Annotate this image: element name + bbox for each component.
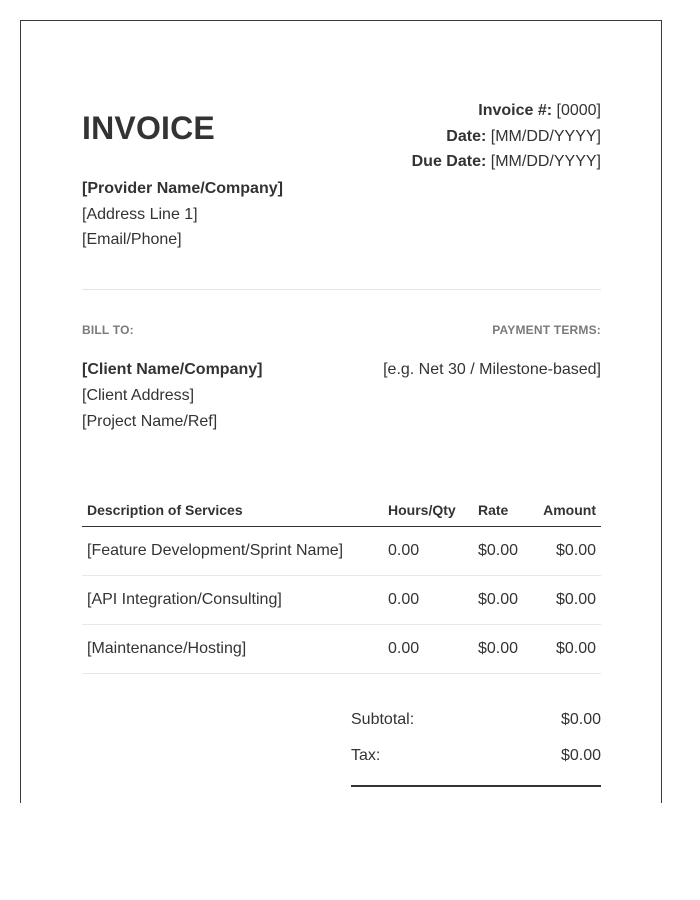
service-amount: $0.00 xyxy=(537,527,601,576)
invoice-page xyxy=(20,20,662,803)
invoice-meta xyxy=(412,98,601,175)
services-table xyxy=(82,494,601,674)
provider-contact: [Email/Phone] xyxy=(82,231,182,248)
header-divider xyxy=(82,289,601,290)
tax-row xyxy=(351,746,601,766)
invoice-number-label: Invoice #: xyxy=(478,102,553,119)
due-date-label: Due Date: xyxy=(411,153,487,170)
provider-name: [Provider Name/Company] xyxy=(82,180,283,197)
table-row xyxy=(82,625,601,674)
project-reference: [Project Name/Ref] xyxy=(82,413,218,430)
service-rate: $0.00 xyxy=(473,625,537,674)
service-amount: $0.00 xyxy=(537,576,601,625)
column-header-rate: Rate xyxy=(473,494,537,527)
invoice-date-label: Date: xyxy=(446,127,487,145)
table-row xyxy=(82,527,601,576)
service-hours: 0.00 xyxy=(383,527,473,576)
service-amount: $0.00 xyxy=(537,625,601,674)
service-hours: 0.00 xyxy=(383,625,473,674)
subtotal-label: Subtotal: xyxy=(351,711,415,728)
service-description: [Maintenance/Hosting] xyxy=(82,625,383,674)
client-address: [Client Address] xyxy=(82,387,195,404)
tax-label: Tax: xyxy=(351,747,381,764)
subtotal-row xyxy=(351,710,601,730)
service-rate: $0.00 xyxy=(473,527,537,576)
bill-to-label: BILL TO: xyxy=(82,323,134,337)
provider-address: [Address Line 1] xyxy=(82,205,198,223)
subtotal-value: $0.00 xyxy=(560,711,601,728)
service-hours: 0.00 xyxy=(383,576,473,625)
totals-divider xyxy=(351,785,601,787)
tax-value: $0.00 xyxy=(560,747,601,764)
invoice-date-value: [MM/DD/YYYY] xyxy=(490,127,601,145)
column-header-description: Description of Services xyxy=(82,494,383,527)
service-description: [Feature Development/Sprint Name] xyxy=(82,527,383,576)
payment-terms-label: PAYMENT TERMS: xyxy=(492,323,601,337)
service-rate: $0.00 xyxy=(473,576,537,625)
invoice-date-line xyxy=(412,124,601,150)
payment-terms-value: [e.g. Net 30 / Milestone-based] xyxy=(383,361,601,378)
client-name: [Client Name/Company] xyxy=(82,361,263,378)
column-header-hours: Hours/Qty xyxy=(383,494,473,527)
provider-block xyxy=(82,176,283,253)
due-date-value: [MM/DD/YYYY] xyxy=(490,153,601,170)
invoice-number-line xyxy=(412,98,601,124)
service-description: [API Integration/Consulting] xyxy=(82,576,383,625)
table-header-row xyxy=(82,494,601,527)
invoice-number-value: [0000] xyxy=(556,102,601,119)
invoice-title: INVOICE xyxy=(82,110,215,146)
column-header-amount: Amount xyxy=(537,494,601,527)
table-row xyxy=(82,576,601,625)
due-date-line xyxy=(412,149,601,175)
client-block xyxy=(82,357,262,435)
